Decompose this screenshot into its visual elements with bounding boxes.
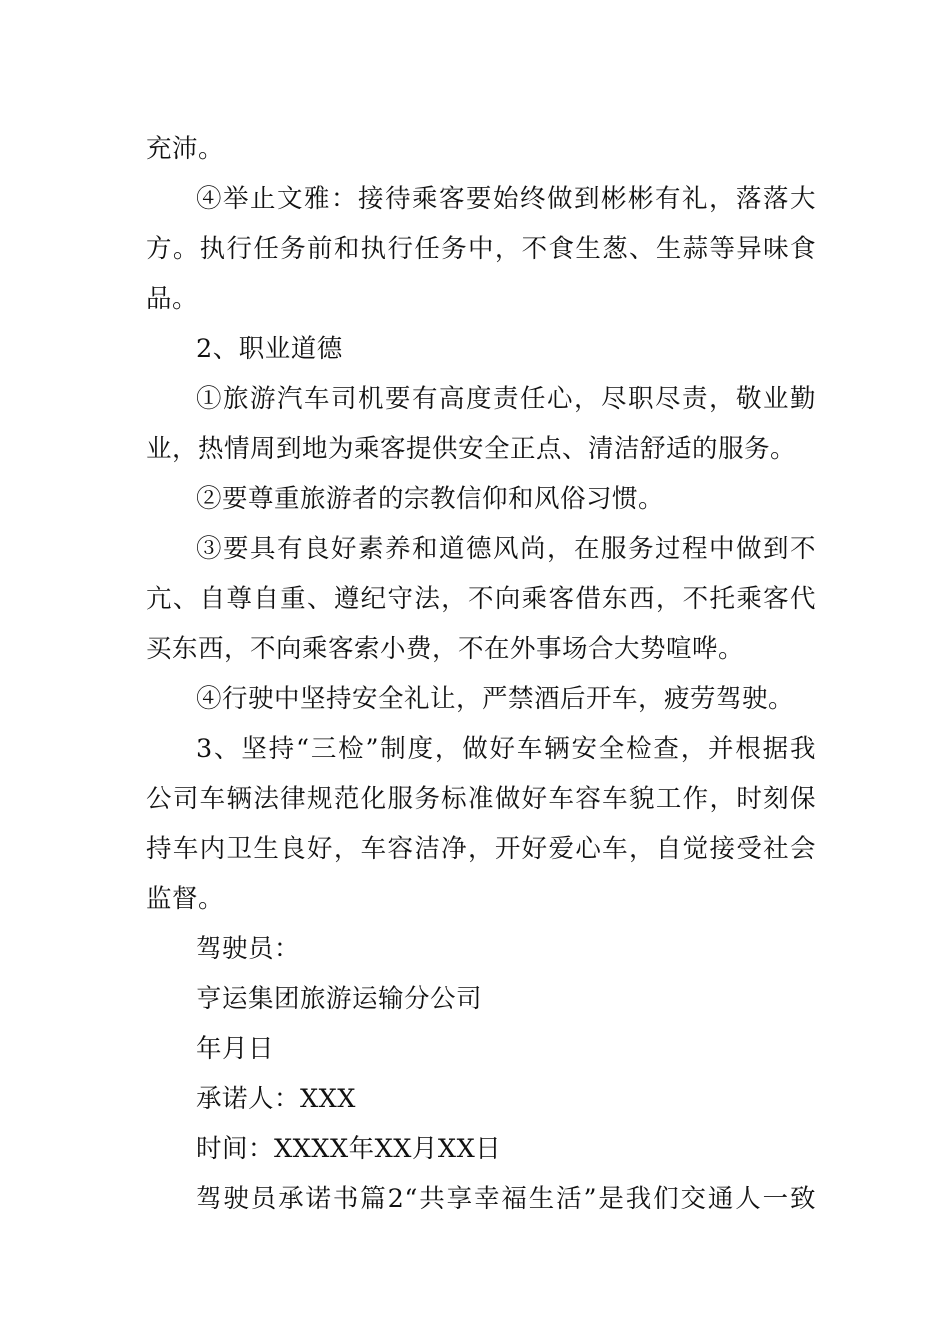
text-line: 监督。 xyxy=(146,884,225,914)
promisor-line: 承诺人：XXX xyxy=(196,1084,356,1114)
signature-label: 驾驶员： xyxy=(196,934,301,964)
text-line: 公司车辆法律规范化服务标准做好车容车貌工作，时刻保 xyxy=(146,784,816,814)
text-line: 亢、自尊自重、遵纪守法，不向乘客借东西，不托乘客代 xyxy=(146,584,816,614)
text-line: ②要尊重旅游者的宗教信仰和风俗习惯。 xyxy=(196,484,665,514)
text-line: 充沛。 xyxy=(146,134,225,164)
text-line: 3、坚持“三检”制度，做好车辆安全检查，并根据我 xyxy=(196,734,816,764)
section-heading: 2、职业道德 xyxy=(196,334,343,364)
text-line: ③要具有良好素养和道德风尚，在服务过程中做到不 xyxy=(196,534,816,564)
text-line: 买东西，不向乘客索小费，不在外事场合大势喧哗。 xyxy=(146,634,745,664)
text-line: ④举止文雅：接待乘客要始终做到彬彬有礼，落落大 xyxy=(196,184,816,214)
text-line: 品。 xyxy=(146,284,199,314)
text-line: ④行驶中坚持安全礼让，严禁酒后开车，疲劳驾驶。 xyxy=(196,684,795,714)
text-line: ①旅游汽车司机要有高度责任心，尽职尽责，敬业勤 xyxy=(196,384,816,414)
text-line: 业，热情周到地为乘客提供安全正点、清洁舒适的服务。 xyxy=(146,434,797,464)
text-line: 驾驶员承诺书篇2“共享幸福生活”是我们交通人一致 xyxy=(196,1184,816,1214)
company-name: 亨运集团旅游运输分公司 xyxy=(196,984,483,1014)
text-line: 持车内卫生良好，车容洁净，开好爱心车，自觉接受社会 xyxy=(146,834,816,864)
text-line: 方。执行任务前和执行任务中，不食生葱、生蒜等异味食 xyxy=(146,234,816,264)
date-line: 年月日 xyxy=(196,1034,275,1064)
time-line: 时间：XXXX年XX月XX日 xyxy=(196,1134,502,1164)
